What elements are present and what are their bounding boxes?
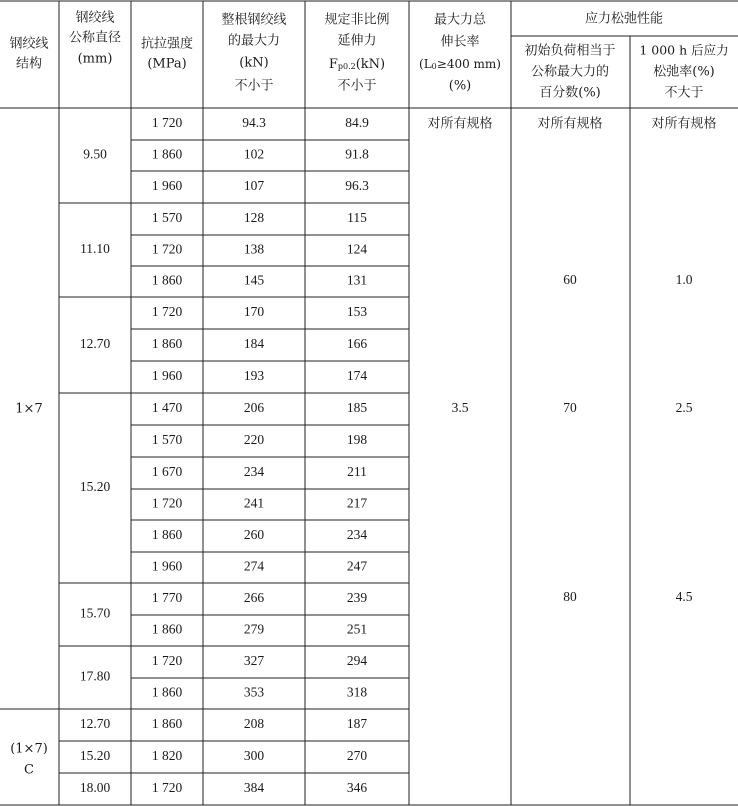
- gauge-subscript: 0: [431, 62, 437, 71]
- max-force-value: 206: [243, 400, 265, 416]
- gauge-symbol: (L: [419, 56, 432, 71]
- header-strength-line1: 抗拉强度: [140, 36, 194, 52]
- header-maxforce-line3: (kN): [239, 55, 269, 71]
- header-diameter-line2: 公称直径: [68, 30, 122, 46]
- strength-value: 1 720: [151, 241, 183, 257]
- max-force-value: 102: [243, 146, 265, 162]
- yield-force-value: 153: [346, 304, 368, 320]
- header-relaxrate-line2: 松弛率(%): [653, 64, 715, 80]
- header-elongation-line1: 最大力总: [433, 12, 487, 28]
- strength-value: 1 860: [151, 716, 183, 732]
- all-specs-rate: 对所有规格: [651, 116, 717, 132]
- relax-rate-1: 1.0: [675, 272, 693, 288]
- yield-force-value: 239: [346, 590, 368, 606]
- yield-force-value: 247: [346, 558, 368, 574]
- diameter-value: 12.70: [79, 716, 111, 732]
- yield-unit: (kN): [355, 56, 386, 72]
- strength-value: 1 670: [151, 464, 183, 480]
- strength-value: 1 820: [151, 748, 183, 764]
- strength-value: 1 770: [151, 590, 183, 606]
- diameter-value: 15.20: [79, 479, 111, 495]
- header-diameter-line3: (mm): [77, 51, 113, 67]
- header-maxforce-line1: 整根钢绞线: [221, 12, 287, 28]
- max-force-value: 208: [243, 716, 265, 732]
- relax-rate-3: 4.5: [675, 589, 693, 605]
- strength-value: 1 860: [151, 146, 183, 162]
- yield-force-value: 115: [347, 210, 367, 226]
- yield-force-value: 318: [346, 684, 368, 700]
- max-force-value: 353: [243, 684, 265, 700]
- diameter-value: 9.50: [83, 146, 107, 162]
- header-yield-line1: 规定非比例: [324, 12, 390, 28]
- header-relaxation-group: 应力松弛性能: [584, 11, 664, 27]
- yield-force-value: 251: [346, 621, 368, 637]
- max-force-value: 193: [243, 368, 265, 384]
- initial-load-60: 60: [563, 272, 577, 288]
- strength-value: 1 860: [151, 527, 183, 543]
- strength-value: 1 860: [151, 684, 183, 700]
- yield-symbol: F: [328, 56, 338, 72]
- header-yield-line4: 不小于: [337, 78, 377, 94]
- structure-1x7: 1×7: [15, 401, 43, 417]
- strength-value: 1 720: [151, 115, 183, 131]
- strength-value: 1 570: [151, 432, 183, 448]
- max-force-value: 241: [243, 495, 265, 511]
- yield-force-value: 131: [346, 272, 368, 288]
- yield-force-value: 211: [347, 464, 367, 480]
- diameter-value: 17.80: [79, 668, 111, 684]
- table-body: [80, 115, 369, 795]
- yield-force-value: 346: [346, 780, 368, 796]
- strength-value: 1 960: [151, 368, 183, 384]
- gauge-length: ≥400 mm): [436, 56, 501, 71]
- diameter-value: 18.00: [79, 780, 111, 796]
- max-force-value: 260: [243, 527, 265, 543]
- yield-force-value: 294: [346, 653, 368, 669]
- header-initial-line1: 初始负荷相当于: [524, 43, 616, 59]
- structure-1x7c-line1: (1×7): [10, 741, 48, 757]
- header-structure-line1: 钢绞线: [9, 36, 49, 52]
- yield-force-value: 174: [346, 368, 368, 384]
- max-force-value: 107: [243, 178, 265, 194]
- diameter-value: 12.70: [79, 336, 111, 352]
- strength-value: 1 720: [151, 304, 183, 320]
- strength-value: 1 960: [151, 178, 183, 194]
- header-yield-line3: [329, 57, 385, 72]
- max-force-value: 145: [243, 272, 265, 288]
- structure-1x7c-line2: C: [24, 762, 34, 778]
- header-initial-line2: 公称最大力的: [530, 64, 610, 80]
- yield-force-value: 96.3: [345, 178, 369, 194]
- yield-force-value: 217: [346, 495, 368, 511]
- yield-force-value: 185: [346, 400, 368, 416]
- max-force-value: 138: [243, 241, 265, 257]
- header-yield-line2: 延伸力: [337, 33, 377, 49]
- strength-value: 1 570: [151, 210, 183, 226]
- header-diameter-line1: 钢绞线: [75, 10, 115, 26]
- max-force-value: 184: [243, 336, 265, 352]
- header-strength-line2: (MPa): [147, 56, 187, 72]
- header-elongation-line3: [419, 57, 501, 72]
- max-force-value: 327: [243, 653, 265, 669]
- strength-value: 1 720: [151, 653, 183, 669]
- max-force-value: 266: [243, 590, 265, 606]
- strength-value: 1 860: [151, 621, 183, 637]
- yield-subscript: p0.2: [337, 62, 356, 71]
- table-grid: [0, 1, 738, 805]
- header-elongation-line4: (%): [448, 78, 472, 94]
- header-relaxrate-line3: 不大于: [664, 85, 704, 101]
- all-specs-elongation: 对所有规格: [427, 116, 493, 132]
- strength-value: 1 720: [151, 780, 183, 796]
- header-maxforce-line4: 不小于: [234, 78, 274, 94]
- max-force-value: 220: [243, 432, 265, 448]
- diameter-value: 15.20: [79, 748, 111, 764]
- initial-load-70: 70: [563, 400, 577, 416]
- max-force-value: 279: [243, 621, 265, 637]
- max-force-value: 300: [243, 748, 265, 764]
- strength-value: 1 860: [151, 336, 183, 352]
- yield-force-value: 187: [346, 716, 368, 732]
- strength-value: 1 720: [151, 495, 183, 511]
- yield-force-value: 124: [346, 241, 368, 257]
- initial-load-80: 80: [563, 589, 577, 605]
- max-force-value: 384: [243, 780, 265, 796]
- header-structure-line2: 结构: [15, 56, 43, 72]
- header-relaxrate-line1: 1 000 h 后应力: [639, 42, 729, 58]
- diameter-value: 11.10: [80, 241, 110, 257]
- max-force-value: 170: [243, 304, 265, 320]
- header-elongation-line2: 伸长率: [440, 34, 480, 50]
- yield-force-value: 234: [346, 527, 368, 543]
- max-force-value: 274: [243, 558, 265, 574]
- yield-force-value: 91.8: [345, 146, 369, 162]
- yield-force-value: 270: [346, 748, 368, 764]
- max-force-value: 128: [243, 210, 265, 226]
- strength-value: 1 470: [151, 400, 183, 416]
- yield-force-value: 166: [346, 336, 368, 352]
- header-maxforce-line2: 的最大力: [227, 33, 281, 49]
- relax-rate-2: 2.5: [675, 400, 693, 416]
- elongation-value: 3.5: [451, 400, 469, 416]
- max-force-value: 234: [243, 464, 265, 480]
- all-specs-initial: 对所有规格: [537, 116, 603, 132]
- strength-value: 1 960: [151, 558, 183, 574]
- diameter-value: 15.70: [79, 605, 111, 621]
- max-force-value: 94.3: [242, 115, 266, 131]
- yield-force-value: 84.9: [345, 115, 369, 131]
- header-initial-line3: 百分数(%): [539, 85, 601, 101]
- yield-force-value: 198: [346, 432, 368, 448]
- strength-value: 1 860: [151, 272, 183, 288]
